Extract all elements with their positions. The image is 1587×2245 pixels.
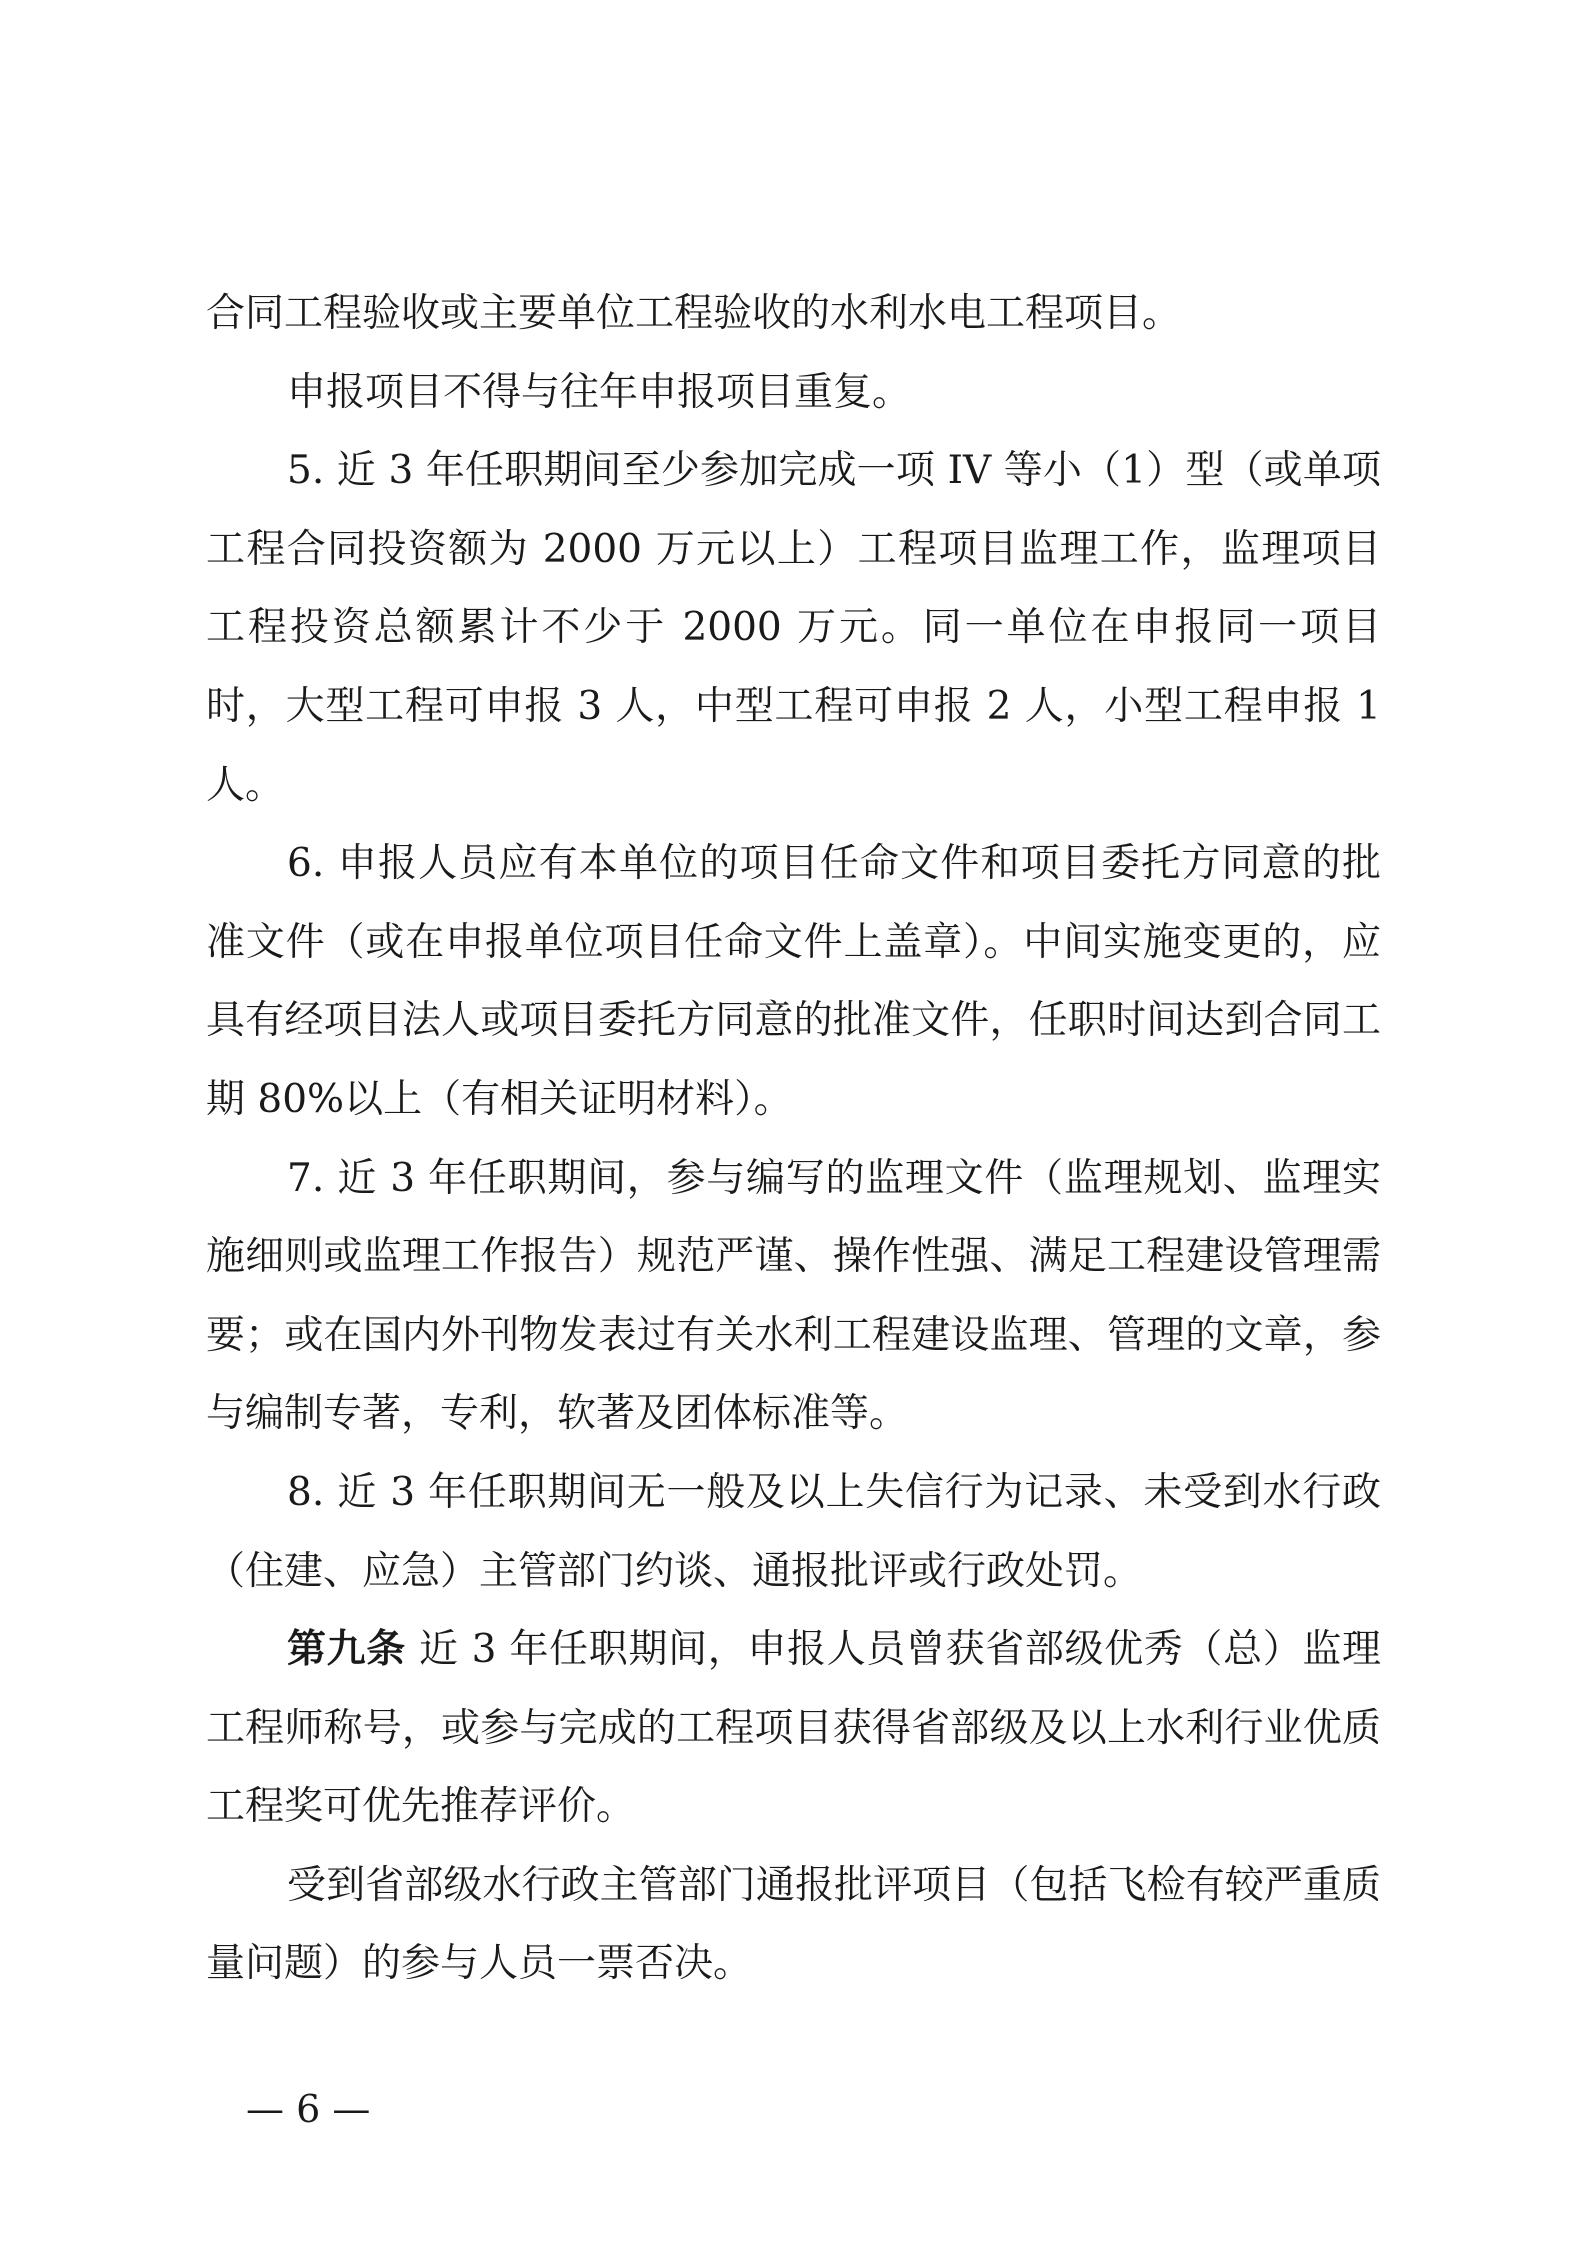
paragraph-item-8: 8. 近 3 年任职期间无一般及以上失信行为记录、未受到水行政（住建、应急）主管部门约谈、通报批评或行政处罚。 bbox=[206, 1469, 1381, 1594]
paragraph-item-6: 6. 申报人员应有本单位的项目任命文件和项目委托方同意的批准文件（或在申报单位项目任命文件上盖章）。中间实施变更的，应具有经项目法人或项目委托方同意的批准文件，任职时间达到合同工期 80%以上（有相关证明材料）。 bbox=[206, 841, 1381, 1122]
page-number: — 6 — bbox=[246, 2087, 371, 2131]
paragraph-no-duplicate: 申报项目不得与往年申报项目重复。 bbox=[287, 369, 912, 415]
paragraph-item-5: 5. 近 3 年任职期间至少参加完成一项 IV 等小（1）型（或单项工程合同投资额为 2000 万元以上）工程项目监理工作，监理项目工程投资总额累计不少于 2000 万元。同一单位在申报同一项目时，大型工程可申报 3 人，中型工程可申报 2 人，小型工程申报 1 人。 bbox=[206, 448, 1381, 808]
paragraph-veto: 受到省部级水行政主管部门通报批评项目（包括飞检有较严重质量问题）的参与人员一票否决。 bbox=[206, 1862, 1381, 1987]
article-heading: 第九条 bbox=[287, 1627, 406, 1673]
paragraph-item-7: 7. 近 3 年任职期间，参与编写的监理文件（监理规划、监理实施细则或监理工作报告）规范严谨、操作性强、满足工程建设管理需要；或在国内外刊物发表过有关水利工程建设监理、管理的文章，参与编制专著，专利，软著及团体标准等。 bbox=[206, 1155, 1381, 1437]
article-9-text: 近 3 年任职期间，申报人员曾获省部级优秀（总）监理工程师称号，或参与完成的工程项目获得省部级及以上水利行业优质工程奖可优先推荐评价。 bbox=[206, 1627, 1381, 1830]
document-body bbox=[206, 275, 1381, 2004]
paragraph-continuation: 合同工程验收或主要单位工程验收的水利水电工程项目。 bbox=[206, 291, 1182, 336]
paragraph-article-9 bbox=[206, 1611, 1381, 1847]
article-9-spacer bbox=[406, 1627, 419, 1672]
